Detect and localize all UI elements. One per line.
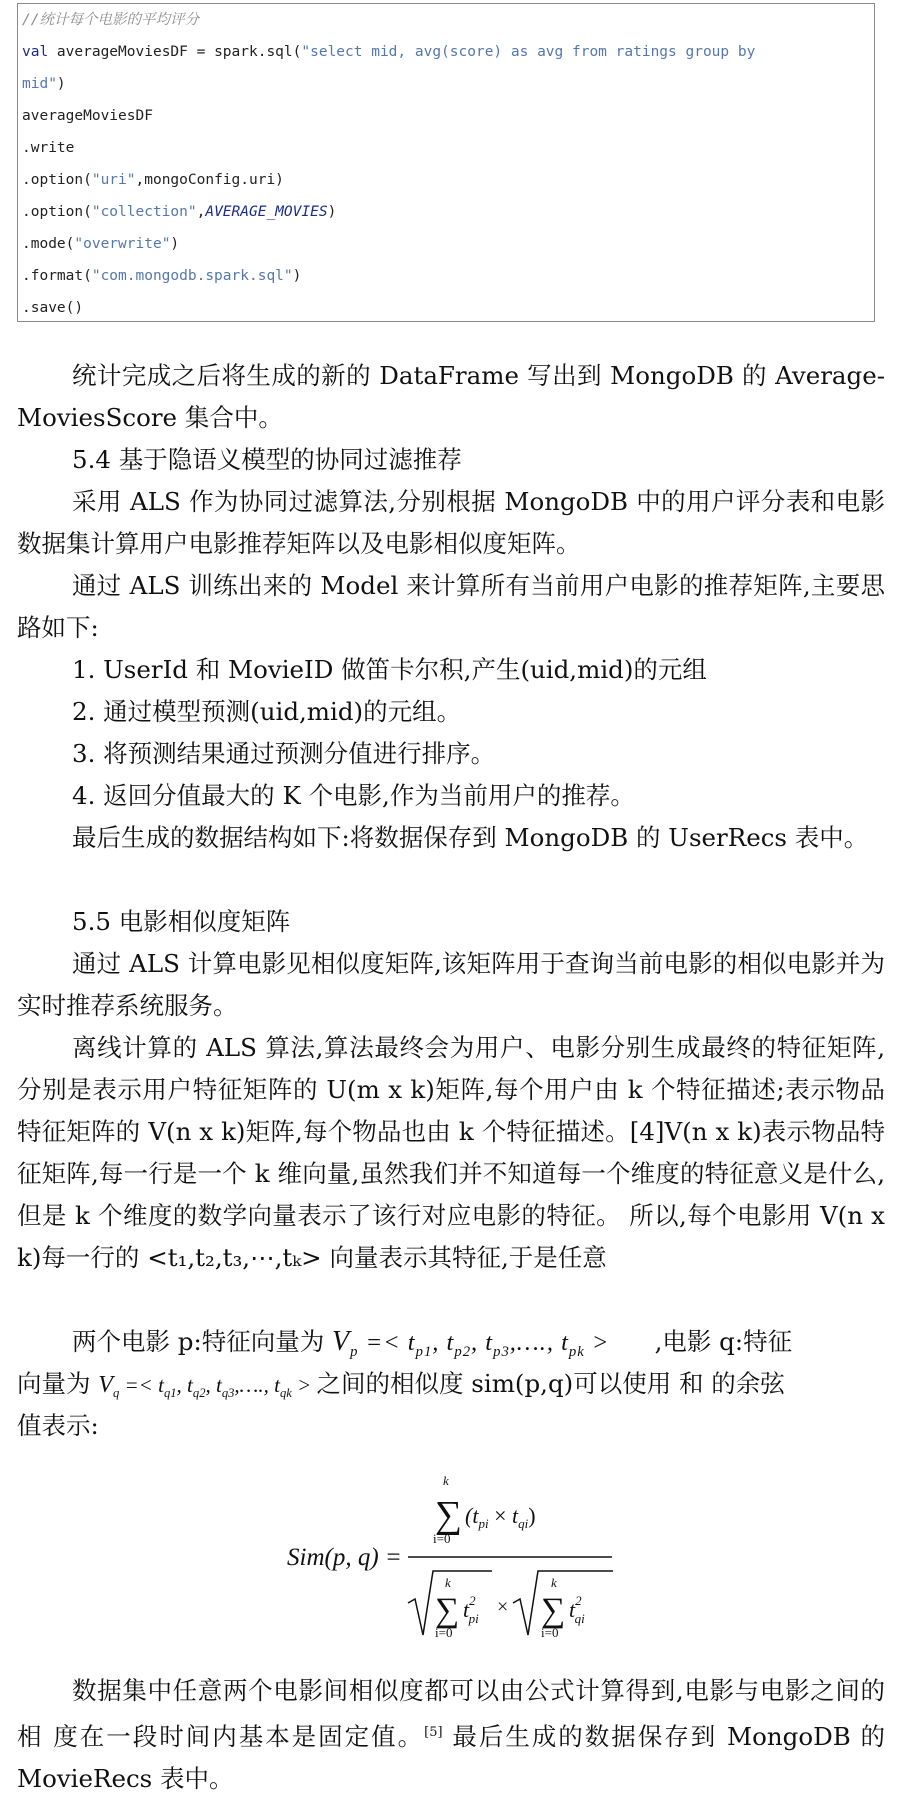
code-listing [17, 3, 875, 322]
code-line-2: mid") [22, 76, 66, 92]
times-sign: × [497, 1596, 509, 1618]
step-3: 3. 将预测结果通过预测分值进行排序。 [72, 739, 496, 768]
code-line-8: .format("com.mongodb.spark.sql") [22, 268, 302, 284]
step-4: 4. 返回分值最大的 K 个电影,作为当前用户的推荐。 [72, 781, 635, 810]
formula-vq: $V_q =< t_{q1}$, $t_{q2}$, $t_{q3},\dots$., $t_{qk}$ > [98, 1372, 317, 1401]
citation-5: [5] [424, 1725, 443, 1740]
paragraph-als-model: 通过 ALS 训练出来的 Model 来计算所有当前用户电影的推荐矩阵,主要思路如下: [17, 571, 885, 642]
den2-sum-lower: i=0 [541, 1625, 559, 1640]
code-comment: //统计每个电影的平均评分 [22, 12, 199, 28]
paragraph-dataframe-output: 统计完成之后将生成的新的 DataFrame 写出到 MongoDB 的 Average-MoviesScore 集合中。 [17, 361, 885, 432]
code-line-6: .option("collection",AVERAGE_MOVIES) [22, 204, 337, 220]
cosine-similarity-formula [285, 1465, 615, 1645]
paragraph-als-intro: 采用 ALS 作为协同过滤算法,分别根据 MongoDB 中的用户评分表和电影 数据集计算用户电影推荐矩阵以及电影相似度矩阵。 [17, 487, 885, 558]
section-heading-5-5: 5.5 电影相似度矩阵 [72, 907, 291, 936]
section-heading-5-4: 5.4 基于隐语义模型的协同过滤推荐 [72, 445, 462, 474]
code-line-9: .save() [22, 300, 84, 316]
formula-lhs: Sim(p, q) = [287, 1544, 402, 1571]
step-1: 1. UserId 和 MovieID 做笛卡尔积,产生(uid,mid)的元组 [72, 655, 707, 684]
den2-sum-sign: ∑ [541, 1592, 566, 1629]
paragraph-als-offline: 离线计算的 ALS 算法,算法最终会为用户、电影分别生成最终的特征矩阵,分别是表示用户特征矩阵的 U(m x k)矩阵,每个用户由 k 个特征描述;表示物品特征矩阵的 V(n x k)矩阵,每个物品也由 k 个特征描述。[4]V(n x k)表示物品特征矩阵,每一行是一个 k 维向量,虽然我们并不知道每一个维度的特征意义是什么,但是 k 个维度的数学向量表示了该行对应电影的特征。 所以,每个电影用 V(n x k)每一行的 <t₁,t₂,t₃,⋯,tₖ> 向量表示其特征,于是任意 [17, 1033, 885, 1272]
den2-term: $t^2$ qi [569, 1593, 585, 1626]
den2-sum-upper: k [551, 1575, 557, 1590]
paragraph-similarity-matrix: 通过 ALS 计算电影见相似度矩阵,该矩阵用于查询当前电影的相似电影并为实时推荐系统服务。 [17, 949, 885, 1020]
formula-vp: $V_p =< t_{p1}$, $t_{p2}$, $t_{p3},\dots$., $t_{pk}$ > [332, 1326, 617, 1360]
paragraph-movierecs: 数据集中任意两个电影间相似度都可以由公式计算得到,电影与电影之间的相 度在一段时间内基本是固定值。[5] 最后生成的数据保存到 MongoDB 的 MovieRecs 表中。 [17, 1676, 885, 1794]
code-line-7: .mode("overwrite") [22, 236, 180, 252]
code-line-3: averageMoviesDF [22, 108, 153, 124]
den1-term: $t^2$ pi [463, 1593, 479, 1626]
den1-sum-sign: ∑ [435, 1592, 460, 1629]
paragraph-feature-vector-q: 向量为 $V_q =< t_{q1}$, $t_{q2}$, $t_{q3},\dots$., $t_{qk}$ > 之间的相似度 sim(p,q)可以使用 和 的余弦 [17, 1369, 785, 1401]
num-sum-sign: ∑ [435, 1494, 463, 1536]
code-line-4: .write [22, 140, 75, 156]
paragraph-userrecs: 最后生成的数据结构如下:将数据保存到 MongoDB 的 UserRecs 表中。 [72, 823, 869, 852]
step-2: 2. 通过模型预测(uid,mid)的元组。 [72, 697, 462, 726]
den1-sum-upper: k [445, 1575, 451, 1590]
num-sum-upper: k [443, 1473, 449, 1488]
code-line-1: val averageMoviesDF = spark.sql("select mid, avg(score) as avg from ratings group by [22, 44, 756, 60]
num-sum-lower: i=0 [433, 1531, 451, 1546]
paragraph-cosine-tail: 值表示: [17, 1411, 99, 1440]
code-line-5: .option("uri",mongoConfig.uri) [22, 172, 284, 188]
paragraph-feature-vector-p: 两个电影 p:特征向量为 $V_p =< t_{p1}$, $t_{p2}$, $t_{p3},\dots$., $t_{pk}$ > ,电影 q:特征 [72, 1326, 793, 1360]
num-term: $(t_{pi} \times t_{qi})$ [465, 1503, 536, 1531]
den1-sum-lower: i=0 [435, 1625, 453, 1640]
